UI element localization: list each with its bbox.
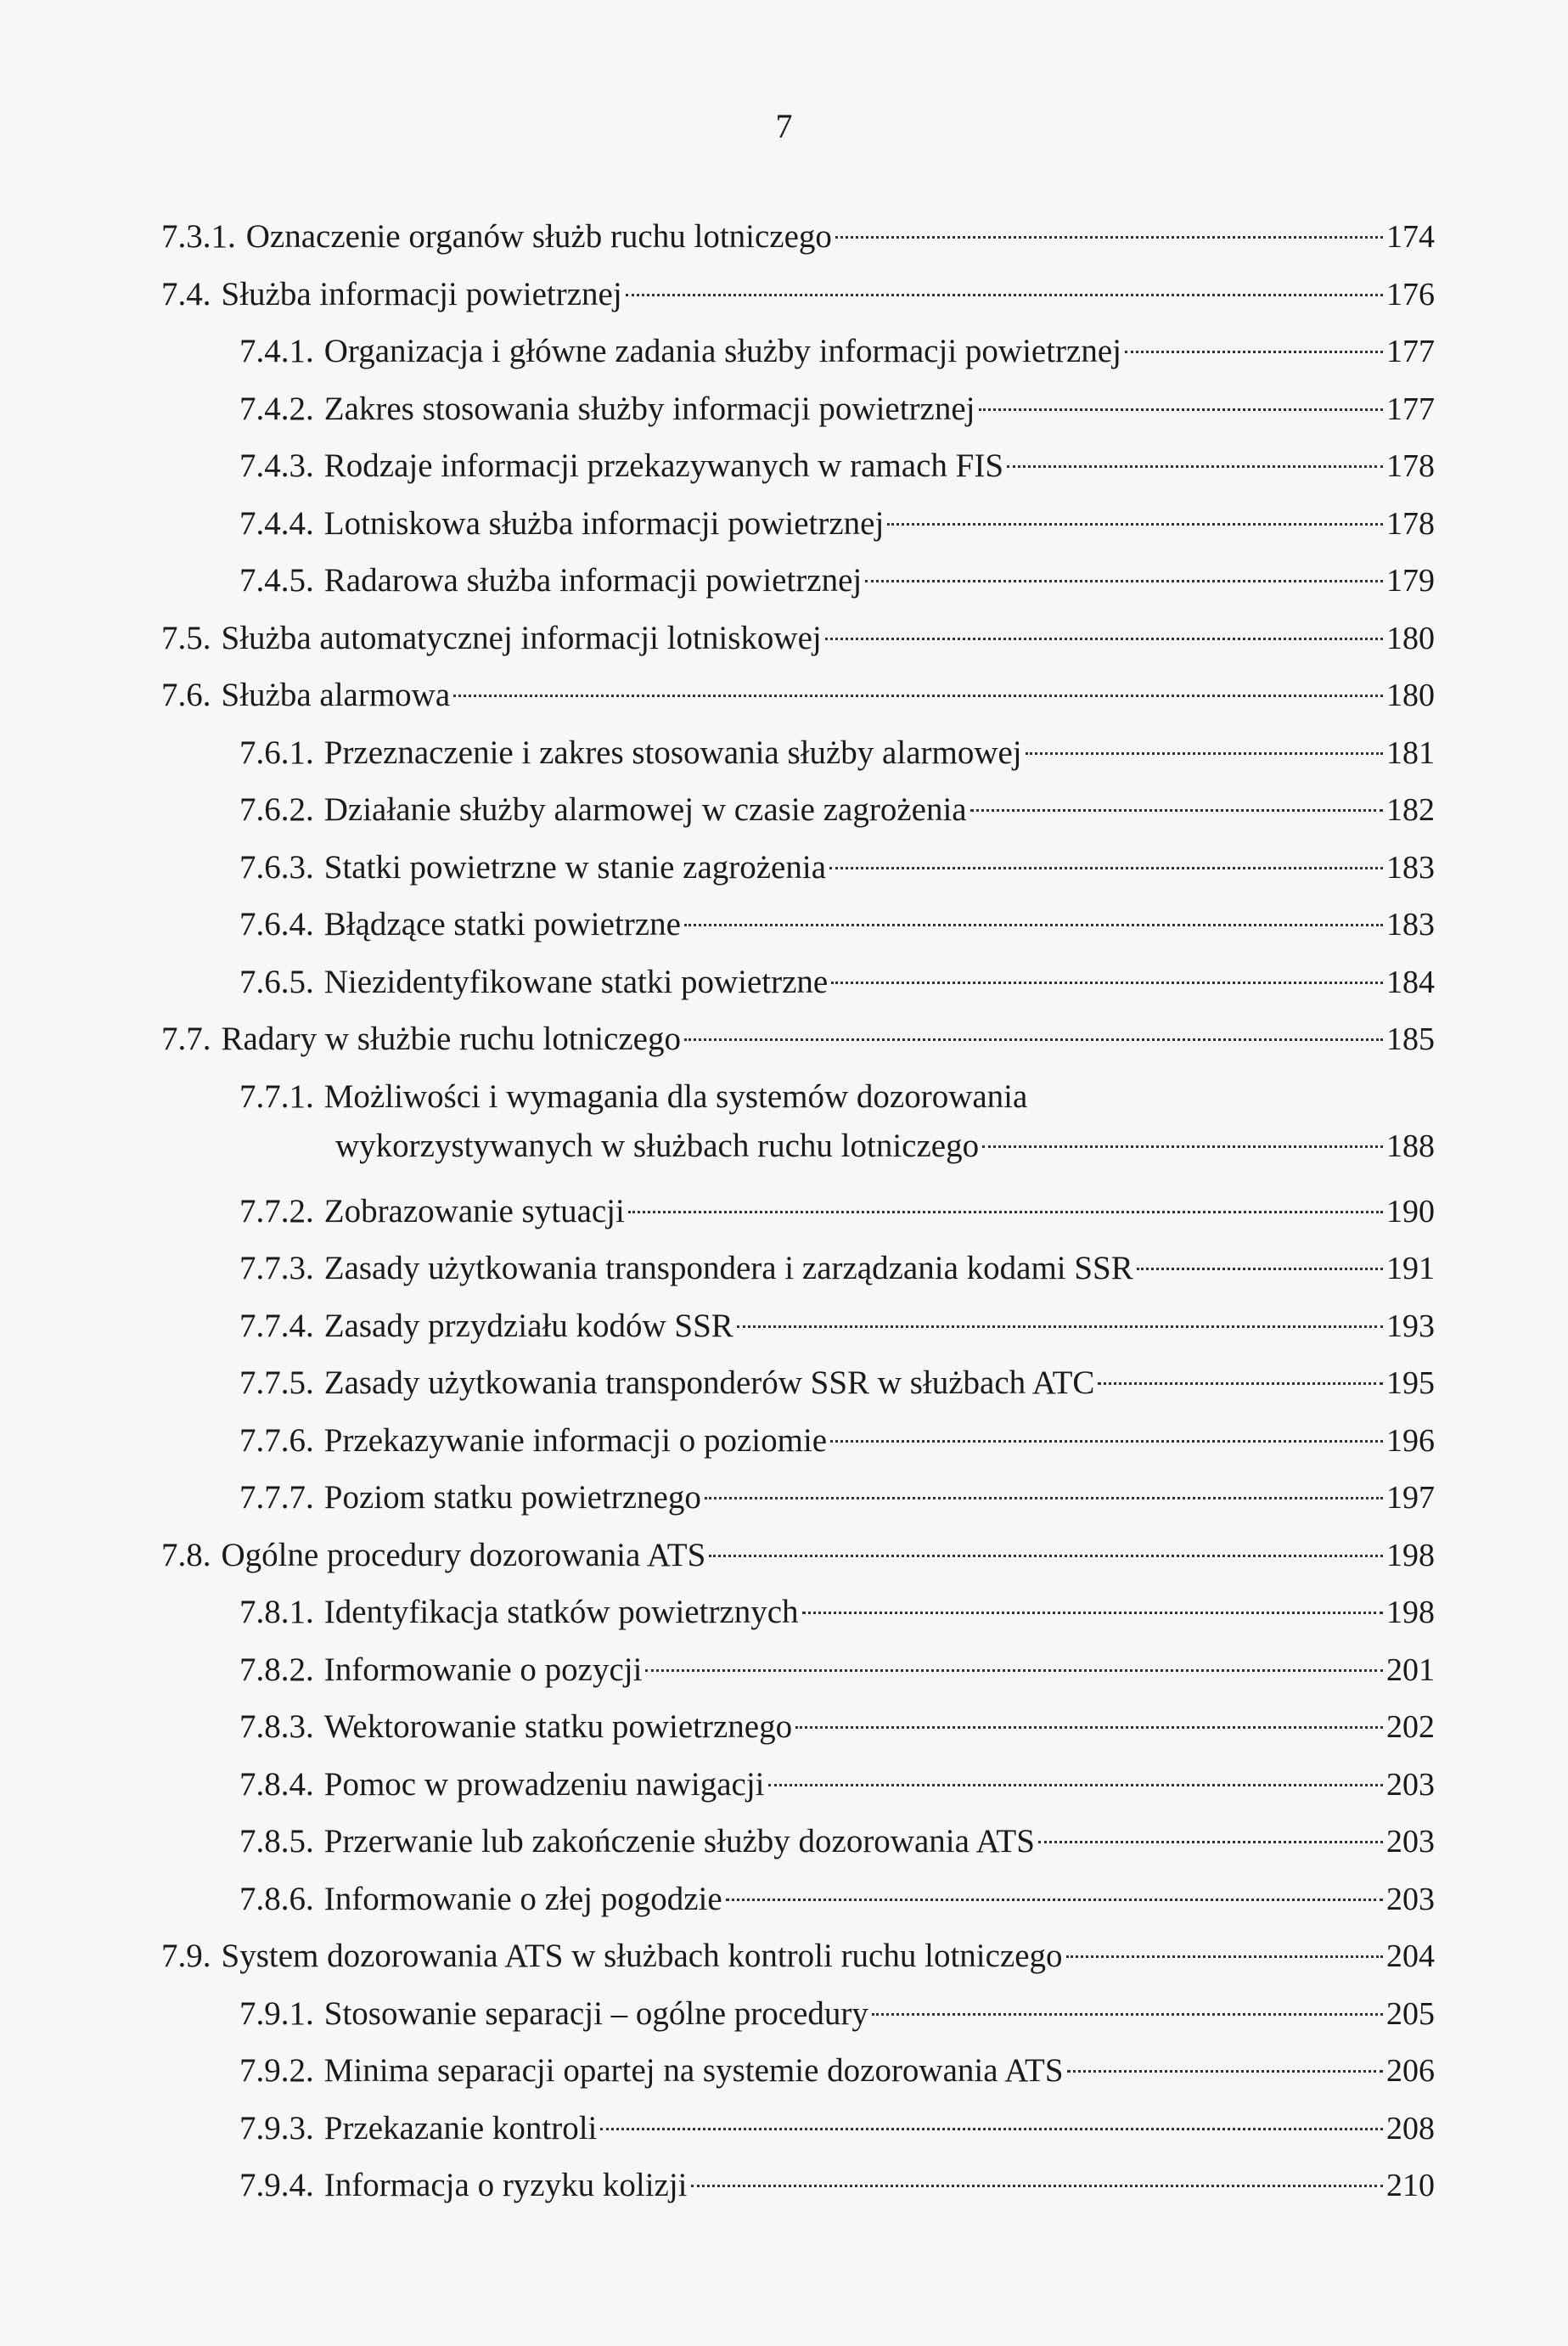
entry-number: 7.4.1. [239,333,314,369]
entry-page: 203 [1386,1766,1435,1803]
toc-entry [161,1932,1435,1989]
entry-number: 7.7.6. [239,1421,314,1459]
table-of-contents [161,212,1435,2219]
toc-entry [161,1531,1435,1589]
entry-title: Błądzące statki powietrzne [323,906,681,942]
entry-page: 204 [1386,1938,1435,1974]
toc-entry [161,1416,1435,1474]
dot-leader [1067,2070,1383,2073]
toc-entry [161,729,1435,786]
entry-page: 184 [1386,964,1435,1000]
dot-leader [1007,465,1383,468]
toc-entry [161,2104,1435,2162]
dot-leader [709,1555,1383,1557]
entry-title: Ogólne procedury dozorowania ATS [221,1536,706,1573]
entry-title: Przeznaczenie i zakres stosowania służby alarmowej [323,734,1022,771]
dot-leader [825,638,1383,640]
entry-number: 7.7.2. [239,1192,314,1229]
entry-number: 7.3.1. [161,218,236,255]
entry-number: 7.6.3. [239,848,314,886]
entry-title: Zasady użytkowania transponderów SSR w służbach ATC [323,1364,1095,1401]
dot-leader [831,982,1383,984]
entry-page: 177 [1386,334,1435,369]
entry-number: 7.4.5. [239,562,314,599]
dot-leader [1098,1382,1383,1385]
entry-page: 178 [1386,448,1435,484]
entry-number: 7.5. [161,619,211,656]
toc-entry [161,327,1435,385]
entry-page: 181 [1386,734,1435,771]
toc-entry [161,1702,1435,1760]
dot-leader [979,408,1383,411]
dot-leader [830,1440,1383,1443]
entry-title: Wektorowanie statku powietrznego [323,1708,793,1745]
entry-page: 205 [1386,1995,1435,2032]
dot-leader [600,2128,1383,2130]
entry-page: 183 [1386,849,1435,886]
toc-entry [161,1359,1435,1416]
entry-title: Minima separacji opartej na systemie dozorowania ATS [323,2052,1064,2089]
dot-leader [626,294,1383,296]
dot-leader [768,1784,1383,1786]
entry-page: 180 [1386,678,1435,713]
entry-title: System dozorowania ATS w służbach kontroli ruchu lotniczego [221,1938,1063,1974]
dot-leader [726,1899,1383,1901]
entry-title: Stosowanie separacji – ogólne procedury [323,1994,868,2032]
dot-leader [802,1612,1383,1614]
toc-entry [161,1015,1435,1072]
toc-entry [161,900,1435,958]
entry-number: 7.9. [161,1938,211,1974]
dot-leader [1038,1841,1383,1843]
entry-title: Organizacja i główne zadania służby informacji powietrznej [323,333,1121,369]
dot-leader [691,2185,1383,2187]
entry-title: Zakres stosowania służby informacji powietrznej [323,390,975,427]
entry-number: 7.7.1. [239,1077,314,1115]
dot-leader [684,1038,1383,1041]
entry-number: 7.9.4. [239,2167,314,2203]
dot-leader [835,236,1383,239]
dot-leader [628,1211,1383,1213]
toc-entry [161,1072,1435,1187]
entry-number: 7.7.4. [239,1307,314,1344]
entry-page: 176 [1386,276,1435,312]
entry-title: Oznaczenie organów służb ruchu lotniczego [245,218,832,255]
entry-page: 196 [1386,1422,1435,1459]
entry-page: 180 [1386,620,1435,656]
page-number: 7 [775,107,793,145]
toc-entry [161,2046,1435,2104]
toc-entry [161,843,1435,901]
entry-number: 7.6. [161,677,211,713]
entry-page: 206 [1386,2053,1435,2089]
toc-entry [161,614,1435,672]
entry-number: 7.7. [161,1021,211,1057]
entry-number: 7.6.2. [239,791,314,828]
entry-number: 7.8.1. [239,1594,314,1630]
toc-entry [161,1989,1435,2047]
entry-title: Zobrazowanie sytuacji [323,1192,625,1229]
dot-leader [872,2013,1383,2016]
entry-page: 202 [1386,1709,1435,1745]
dot-leader [829,867,1383,869]
entry-title: Pomoc w prowadzeniu nawigacji [323,1765,765,1803]
entry-number: 7.7.5. [239,1364,314,1401]
entry-number: 7.4.2. [239,390,314,427]
dot-leader [1125,351,1383,353]
entry-page: 185 [1386,1021,1435,1057]
entry-title: Zasady przydziału kodów SSR [323,1307,733,1344]
dot-leader [865,580,1383,582]
entry-title: Działanie służby alarmowej w czasie zagrożenia [323,791,967,828]
dot-leader [453,695,1383,697]
entry-page: 201 [1386,1651,1435,1688]
dot-leader [737,1325,1383,1328]
entry-number: 7.8.4. [239,1765,314,1803]
entry-title: Lotniskowa służba informacji powietrznej [323,504,885,542]
entry-title: Niezidentyfikowane statki powietrzne [323,963,829,1000]
entry-number: 7.8.5. [239,1823,314,1859]
entry-title: Przekazanie kontroli [323,2109,598,2146]
entry-page: 203 [1386,1881,1435,1917]
toc-entry [161,212,1435,270]
entry-title: Przekazywanie informacji o poziomie [323,1421,828,1459]
entry-page: 182 [1386,792,1435,828]
entry-page: 197 [1386,1480,1435,1516]
entry-title: Identyfikacja statków powietrznych [323,1594,799,1630]
entry-page: 174 [1386,219,1435,255]
entry-number: 7.4.4. [239,504,314,542]
toc-entry [161,556,1435,614]
entry-title: Poziom statku powietrznego [323,1479,701,1516]
entry-number: 7.8.2. [239,1651,314,1688]
entry-number: 7.6.5. [239,963,314,1000]
entry-page: 178 [1386,505,1435,542]
dot-leader [970,809,1383,812]
entry-page: 177 [1386,391,1435,427]
toc-entry [161,442,1435,499]
entry-page: 208 [1386,2110,1435,2146]
entry-page: 188 [1386,1128,1435,1164]
dot-leader [1066,1955,1383,1958]
dot-leader [705,1497,1383,1499]
dot-leader [982,1145,1383,1148]
entry-number: 7.9.3. [239,2109,314,2146]
toc-entry [161,499,1435,557]
dot-leader [684,924,1383,926]
entry-title: Informowanie o pozycji [323,1651,643,1688]
entry-page: 210 [1386,2168,1435,2203]
entry-title: Rodzaje informacji przekazywanych w ramach FIS [323,447,1004,484]
toc-entry [161,385,1435,442]
toc-entry [161,671,1435,729]
entry-title: Radarowa służba informacji powietrznej [323,562,863,599]
toc-entry [161,1588,1435,1646]
toc-entry [161,1760,1435,1818]
entry-number: 7.8.6. [239,1880,314,1917]
toc-entry [161,785,1435,843]
dot-leader [1137,1268,1383,1270]
dot-leader [795,1726,1383,1729]
entry-title: Służba alarmowa [221,677,451,713]
entry-page: 198 [1386,1537,1435,1573]
entry-page: 183 [1386,907,1435,942]
entry-title: Możliwości i wymagania dla systemów dozorowania [323,1077,1028,1115]
entry-title: Służba automatycznej informacji lotniskowej [221,619,822,656]
entry-number: 7.7.3. [239,1250,314,1286]
toc-entry [161,1244,1435,1302]
entry-title: Zasady użytkowania transpondera i zarządzania kodami SSR [323,1250,1133,1286]
entry-number: 7.6.4. [239,906,314,942]
entry-number: 7.8.3. [239,1708,314,1745]
entry-number: 7.8. [161,1536,211,1573]
entry-number: 7.9.1. [239,1994,314,2032]
entry-page: 193 [1386,1308,1435,1344]
toc-entry [161,1473,1435,1531]
dot-leader [645,1669,1383,1672]
toc-entry [161,270,1435,328]
entry-title: Informowanie o złej pogodzie [323,1880,722,1917]
dot-leader [887,523,1383,526]
entry-title: Informacja o ryzyku kolizji [323,2167,688,2203]
entry-title: Służba informacji powietrznej [221,275,622,312]
entry-number: 7.4.3. [239,447,314,484]
entry-number: 7.4. [161,275,211,312]
toc-entry [161,958,1435,1015]
entry-page: 195 [1386,1365,1435,1401]
entry-page: 191 [1386,1251,1435,1286]
entry-page: 203 [1386,1824,1435,1859]
entry-number: 7.9.2. [239,2052,314,2089]
entry-title: Radary w służbie ruchu lotniczego [221,1021,681,1057]
toc-entry [161,1302,1435,1359]
toc-entry [161,1817,1435,1875]
entry-title: Przerwanie lub zakończenie służby dozorowania ATS [323,1823,1035,1859]
toc-entry [161,1187,1435,1245]
dot-leader [1026,752,1383,755]
entry-page: 198 [1386,1595,1435,1630]
entry-title: Statki powietrzne w stanie zagrożenia [323,848,827,886]
toc-entry [161,1875,1435,1932]
entry-page: 190 [1386,1193,1435,1229]
entry-title-continued: wykorzystywanych w służbach ruchu lotniczego [335,1127,980,1164]
entry-page: 179 [1386,563,1435,599]
entry-number: 7.7.7. [239,1479,314,1516]
toc-entry [161,2161,1435,2219]
entry-number: 7.6.1. [239,734,314,771]
toc-entry [161,1646,1435,1703]
